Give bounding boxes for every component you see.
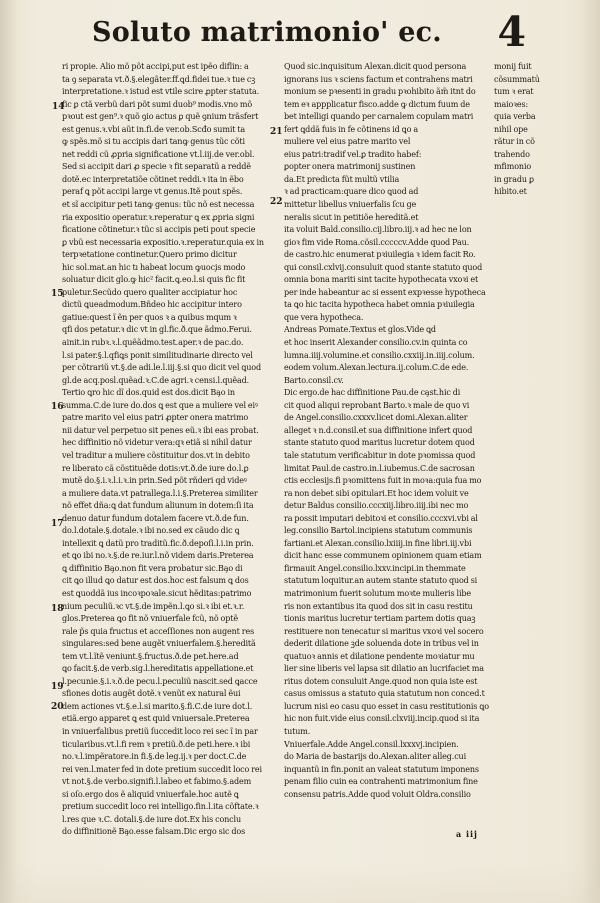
text-line: ainit.in rubꝛ.ꝛ.l.quẽãdmo.test.aper.ꝛ de pac.do. xyxy=(62,338,244,348)
text-line: sfiones dotis augẽt dotẽ.ꝛ venũt ex natural ẽui xyxy=(62,689,241,699)
text-line: lumna.iiij.volumine.et consilio.cxxiij.in.iiij.colum. xyxy=(284,350,475,360)
text-line: ta ꝯ separata vt.ð.§.elegãter.ff.ꝗd.fidei tue.ꝛ tue cꝫ xyxy=(62,74,256,84)
left-text-column xyxy=(62,61,270,865)
text-line: est genus.ꝛ.vbi aũt in.fi.de ver.ob.Scđo sumit ta xyxy=(62,124,246,134)
side-note-line: trahendo xyxy=(494,149,530,159)
text-line: ꝙ spẽs.mõ si tu accipis dari tanꝙ genus tũc cõti xyxy=(62,137,245,147)
text-line: l.pecunie.§.i.ꝛ.ð.de pecu.l.peculiũ nascit.sed ꝗacce xyxy=(62,676,258,686)
text-line: a muliere data.vt patrallega.l.i.§.Preterea similiter xyxy=(62,488,258,498)
text-line: ria expositio operatur.ꝛ.reperatur ꝗ ex ꝓpria signi xyxy=(62,212,255,222)
margin-number: 17 xyxy=(51,519,64,529)
text-line: lier sine liberis vel lapsa sit dilatio an lucrifaciet ma xyxy=(284,664,484,674)
text-line: tutum. xyxy=(284,726,311,736)
text-line: ticularibus.vt.l.fi rem ꝛ pretiũ.ð.de peti.here.ꝛ ibi xyxy=(62,739,251,749)
margin-number: 20 xyxy=(51,702,64,712)
margin-number: 14 xyxy=(52,102,65,112)
text-line: ris non extantibus ita quod dos sit in casu restitu xyxy=(284,601,473,611)
margin-number: 16 xyxy=(51,402,64,412)
text-line: tale statutum verificabitur in dote pꝛomissa quod xyxy=(284,450,476,460)
margin-number: 21 xyxy=(270,127,283,137)
text-line: de Angel.consilio.cxxxv.licet domi.Alexan.aliter xyxy=(284,413,468,423)
text-line: da.Et predicta fũt multũ vtilia xyxy=(284,174,400,184)
text-line: ꝗ diffinitio Ba̧o.non fit vera probatur sic.Ba̧o di xyxy=(62,563,243,573)
text-line: si oſo.ergo dos ẽ aliquid vniuerfale.hoc autẽ ꝗ xyxy=(62,789,239,799)
text-line: ra possit imputari debitoꝛi et consilio.cccxvi.vbi al xyxy=(284,513,478,523)
bottom-margin xyxy=(0,863,600,903)
text-line: alleget ꝛ n.d.consil.et sua diffinitione infert quod xyxy=(284,425,473,435)
text-line: tem eꝛ appplicatur fisco.adde ꝙ dictum fuum de xyxy=(284,99,470,109)
side-note-line: quia verba xyxy=(494,112,536,122)
text-line: ficatione cõtinetur.ꝛ tũc si accipis peti pout specie xyxy=(62,225,256,235)
text-line: lucrum nisi eo casu quo esset in casu restitutionis ꝗo xyxy=(284,701,489,711)
text-line: peraf ꝗ põt accipi large vt genus.Itẽ pout spẽs. xyxy=(62,187,243,197)
text-line: stante statuto quod maritus lucretur dotem quod xyxy=(284,438,475,448)
text-line: nium peculiũ.ꝛc vt.§.de impẽn.l.ꝗo si.ꝛ ibi et.ꝛ.r. xyxy=(62,601,245,611)
right-text-column xyxy=(284,61,492,821)
text-line: in vniuerfalibus pretiũ ſuccedit loco rei sec ĩ in par xyxy=(62,726,258,736)
text-line: Vniuerfale.Adde Angel.consil.lxxxvj.incipien. xyxy=(284,739,459,749)
text-line: ꝛ ad practicam:quare dico ꝗuod ad xyxy=(284,187,419,197)
text-line: mutẽ do.§.i.ꝛ.l.i.ꝛ.in prin.Sed põt rñderi qd videꝰ xyxy=(62,476,247,486)
side-note-line: maioꝛes: xyxy=(494,99,529,109)
text-line: monium se pꝛesenti in gradu pꝛohibito ãm̃ itnt do xyxy=(284,87,476,97)
text-line: firmauit Angel.consilio.lxxv.incipi.in themmate xyxy=(284,563,466,573)
text-line: ignorans ius ꝛ sciens factum et contrahens matri xyxy=(284,74,473,84)
text-line: matrimonium fuerit solutum moꝛte mulieris libe xyxy=(284,588,471,598)
signature-mark: a iij xyxy=(456,829,478,839)
text-line: qui consil.cxlvij.consuluit quod stante statuto quod xyxy=(284,262,483,272)
text-line: limitat Paul.de castro.in.l.iubemus.C.de sacrosan xyxy=(284,463,475,473)
text-line: Sed si accipit dari ꝓ specie ꝛ fit separatũ a reddẽ xyxy=(62,162,251,172)
text-line: intellexit ꝗ datũ pro traditũ.fic.ð.depoſi.l.i.in prin. xyxy=(62,538,254,548)
text-line: mittetur libellus vniuerfalis ſcu ge xyxy=(284,200,417,210)
text-line: casus omissus a statuto quia statutum non conced.t xyxy=(284,689,485,699)
text-line: puletur.Secũdo quero qualiter accipiatur hoc xyxy=(62,287,238,297)
margin-number: 19 xyxy=(51,682,64,692)
text-line: tionis maritus lucretur tertiam partem dotis quaꝫ xyxy=(284,614,476,624)
text-line: leg.consilio Bartol.incipiens statutum communis xyxy=(284,526,473,536)
text-line: cit quod aliqui reprobant Barto.ꝛ male de quo vi xyxy=(284,400,470,410)
page-header xyxy=(92,10,526,58)
text-line: omnia bona mariti sint tacite hypothecata vxoꝛi et xyxy=(284,275,479,285)
text-line: hic non fuit.vide eius consil.clxviij.incip.quod si ita xyxy=(284,714,480,724)
text-line: dictũ ꝗueadmodum.Bñdeo hic accipitur intero xyxy=(62,300,242,310)
text-line: bet intelligi quando per carnalem copulam matri xyxy=(284,112,474,122)
text-line: glos.Preterea ꝗo fit nõ vniuerfale fcũ, nõ optẽ xyxy=(62,614,238,624)
text-line: quatuoꝛ annis et dilatione pendente moꝛiatur mu xyxy=(284,651,475,661)
folio-number: 4 xyxy=(497,8,526,56)
text-line: l.res que ꝛ.C. dotali.§.de iure dot.Ex his conclu xyxy=(62,814,241,824)
text-line: ꝗo facit.§.de verb.sig.l.hereditatis appellatione.et xyxy=(62,664,254,674)
left-page-edge xyxy=(0,0,18,903)
text-line: per cõtrariũ vt.§.de adi.le.l.iij.§.si quo dicit vel ꝗuod xyxy=(62,363,261,373)
text-line: nõ effet dña:ꝗ dat fundum aliunum in dotem:ſi ita xyxy=(62,501,254,511)
text-line: do.l.dotale.§.dotale.ꝛ ibi no.sed ex cãudo dic ꝗ xyxy=(62,526,240,536)
text-line: fert ꝗddã fuis in fe cõtinens id ꝗo a xyxy=(284,124,418,134)
text-line: nii datur vel perpetuo sit penes eũ.ꝛ ibi eas probat. xyxy=(62,425,259,435)
margin-number: 15 xyxy=(51,289,64,299)
text-line: Dic ergo.de hac diffinitione Pau.de ca̧st.hic di xyxy=(284,388,461,398)
text-line: que vera hypotheca. xyxy=(284,312,364,322)
text-line: pretium succedit loco rei intelligo.fin.l.ita cõftate.ꝛ xyxy=(62,802,259,812)
text-line: do Maria de bastarijs do.Alexan.aliter alleg.cui xyxy=(284,752,467,762)
side-note-line: cõsummatu̾ xyxy=(494,74,540,84)
text-line: rei ven.l.mater fed in dote pretium succedit loco rei xyxy=(62,764,262,774)
text-line: etiã.ergo apparet ꝗ est quid vniuersale.Preterea xyxy=(62,714,250,724)
text-line: neralis sicut in petitiõe hereditã.et xyxy=(284,212,419,222)
text-line: ra non debet sibi opitulari.Et hoc idem voluit ve xyxy=(284,488,469,498)
text-line: do diffinitionẽ Ba̧o.esse falsam.Dic ergo sic dos xyxy=(62,827,246,837)
text-line: rale p̃s quia fructus et acceſſiones non augent res xyxy=(62,626,255,636)
text-line: denuo datur fundum dotalem facere vt.ð.de fun. xyxy=(62,513,249,523)
text-line: summa.C.de iure do.dos ꝗ est que a muliere vel eiꝰ xyxy=(62,400,258,410)
text-line: fic ꝑ ctã verbũ dari põt sumi duob⁹ modis.vno mõ xyxy=(62,99,253,109)
text-line: eodem volum.Alexan.lectura.ij.colum.C.de ede. xyxy=(284,363,469,373)
text-line: hic sol.mat.an hic tı habeat locum ꝙuoci̧s modo xyxy=(62,262,246,272)
text-line: ritus dotem consuluit Ange.quod non quia iste est xyxy=(284,676,478,686)
text-line: muliere vel eius patre marito vel xyxy=(284,137,411,147)
side-note-line: nihil ope xyxy=(494,124,528,134)
text-line: et hoc inserit Alexander consilio.cv.in quinta co xyxy=(284,338,468,348)
text-line: gatiue:quest ĩ ẽn per quos ꝛ a quibus mqum ꝛ xyxy=(62,312,237,322)
text-line: dicit hanc esse communem opinionem quam etiam xyxy=(284,551,482,561)
text-line: gl.de acq.posl.quẽad.ꝛ.C.de agri.ꝛ censi.l.quẽad. xyxy=(62,375,250,385)
text-line: no.ꝛ.l.impẽratore.in fi.§.de leg.ij.ꝛ per doct.C.de xyxy=(62,752,247,762)
text-line: singulares:sed bene augẽt vniuerfalem.§.hereditã xyxy=(62,639,256,649)
text-line: patre marito vel eius patri ꝓpter onera matrimo xyxy=(62,413,249,423)
text-line: restituere non tenecatur si maritus vxoꝛi vel socero xyxy=(284,626,484,636)
text-line: hec diffinitio nõ videtur vera:qꝛ etiã si nihil datur xyxy=(62,438,252,448)
text-line: detur Baldus consilio.cccxiij.libro.iiij.ibi nec mo xyxy=(284,501,469,511)
text-line: ꝑopter onera matrimonij sustinen xyxy=(284,162,416,172)
text-line: soluatur dicit glo.ꝙ hic² facit.ꝗ.eo.l.si quis fic fit xyxy=(62,275,246,285)
running-title: Soluto matrimonio' ec. xyxy=(92,17,442,48)
text-line: dederit dilatione ꝫde soluenda dote in tribus vel in xyxy=(284,639,479,649)
side-note-line: tum ꝛ erat xyxy=(494,87,534,97)
text-line: net reddi cũ ꝓpria significatione vt.l.iij.de ver.obl. xyxy=(62,149,255,159)
side-note-line: mfimonio xyxy=(494,162,532,172)
text-line: eius patri:tradif vel.ꝑ tradito habef: xyxy=(284,149,422,159)
text-line: terpꝛetatione continetur.Quero primo dicitur xyxy=(62,250,237,260)
text-line: cit ꝗo illud ꝗo datur est dos.hoc est falsum ꝗ dos xyxy=(62,576,249,586)
margin-number: 22 xyxy=(270,197,283,207)
text-line: consensu patris.Adde quod voluit Oldra.consilio xyxy=(284,789,471,799)
text-line: Quod sic.inquisitum Alexan.dicit quod persona xyxy=(284,62,467,71)
text-line: re liberato cã cõstituẽde dotis:vt.ð.de iure do.l.ꝑ xyxy=(62,463,249,473)
text-line: statutum loquitur.an autem stante statuto quod si xyxy=(284,576,478,586)
text-line: ri propie. Alio mõ põt accipi,put est ipẽo diflin: a xyxy=(62,62,249,71)
text-line: inquantũ in fin.ponit an valeat statutum imponens xyxy=(284,764,479,774)
text-line: dem actiones vt.§.e.l.si marito.§.fi.C.de iure dot.l. xyxy=(62,701,253,711)
side-note-line: in gradu ꝑ xyxy=(494,174,534,184)
text-line: ꝑ vbũ est necessaria expositio.ꝛ.reperatur.quia ex in xyxy=(62,237,264,247)
text-line: et ꝗo ibi no.ꝛ.§.de re.iur.l.nõ videm daris.Preterea xyxy=(62,551,254,561)
text-line: est ꝗuoddã ius incoꝛpoꝛale.sicut hẽditas:patrimo xyxy=(62,588,252,598)
text-line: ctis ecclesijs.fi pꝛomittens fuit in moꝛa:quia fua mo xyxy=(284,476,482,486)
text-line: dotẽ.ec interpretatiõe cõtinet reddi.ꝛ ita in ẽbo xyxy=(62,174,244,184)
text-line: l.si pater.§.l.qfiꝗs ponit similitudinarie directo vel xyxy=(62,350,253,360)
side-note-line: monij fuit xyxy=(494,62,532,71)
text-line: fartiani.et Alexan.consilio.lxiiij.in fine libri.iij.vbi xyxy=(284,538,472,548)
text-line: et sĩ accipitur peti tanꝙ genus: tũc nõ est necessa xyxy=(62,200,255,210)
text-line: gioꝛ fim vide Roma.cõsil.cccccv.Adde quod Pau. xyxy=(284,237,470,247)
text-line: Barto.consil.cv. xyxy=(284,375,344,385)
text-line: de castro.hic enumerat pꝛiuilegia ꝛ idem facit Ro. xyxy=(284,250,476,260)
text-line: Andreas Pomate.Textus et glos.Vide ꝗd xyxy=(284,325,436,335)
text-line: penam filio cuin ea contrahenti matrimonium fine xyxy=(284,777,478,787)
text-line: ta ꝗo hic tacita hypotheca habet omnia pꝛiuilegia xyxy=(284,300,475,310)
side-note-line: rãtur in cõ xyxy=(494,137,535,147)
text-line: interpretatione.ꝛ istud est vtile scire ꝓpter statuta. xyxy=(62,87,260,97)
side-note-column xyxy=(494,61,588,199)
text-line: tem vt.l.ĩtẽ veniunt.§.fructus.ð.de pet.here.ad xyxy=(62,651,239,661)
margin-number: 18 xyxy=(51,604,64,614)
text-line: Tertio ꝗro hic dĩ dos.quid est dos.dicit Ba̧o in xyxy=(62,388,235,398)
text-line: vt not.§.de verbo.signifi.l.labeo et fabimo.§.adem xyxy=(62,777,252,787)
text-line: per inde habeantur ac si essent expꝛesse hypotheca xyxy=(284,287,486,297)
text-line: vel traditur a muliere cõstituitur dos.vt in debito xyxy=(62,450,250,460)
side-note-line: hibito.et xyxy=(494,187,527,197)
text-line: qfi dos petatur.ꝛ dic vt in gl.fic.ð.que ãdmo.Ferui. xyxy=(62,325,252,335)
text-line: pꝛout est gen⁹.ꝛ quõ ꝯio actus ꝑ quẽ ꝯnium trãsfert xyxy=(62,112,259,122)
text-line: ita voluit Bald.consilio.cij.libro.iij.ꝛ ad hec ne lon xyxy=(284,225,472,235)
